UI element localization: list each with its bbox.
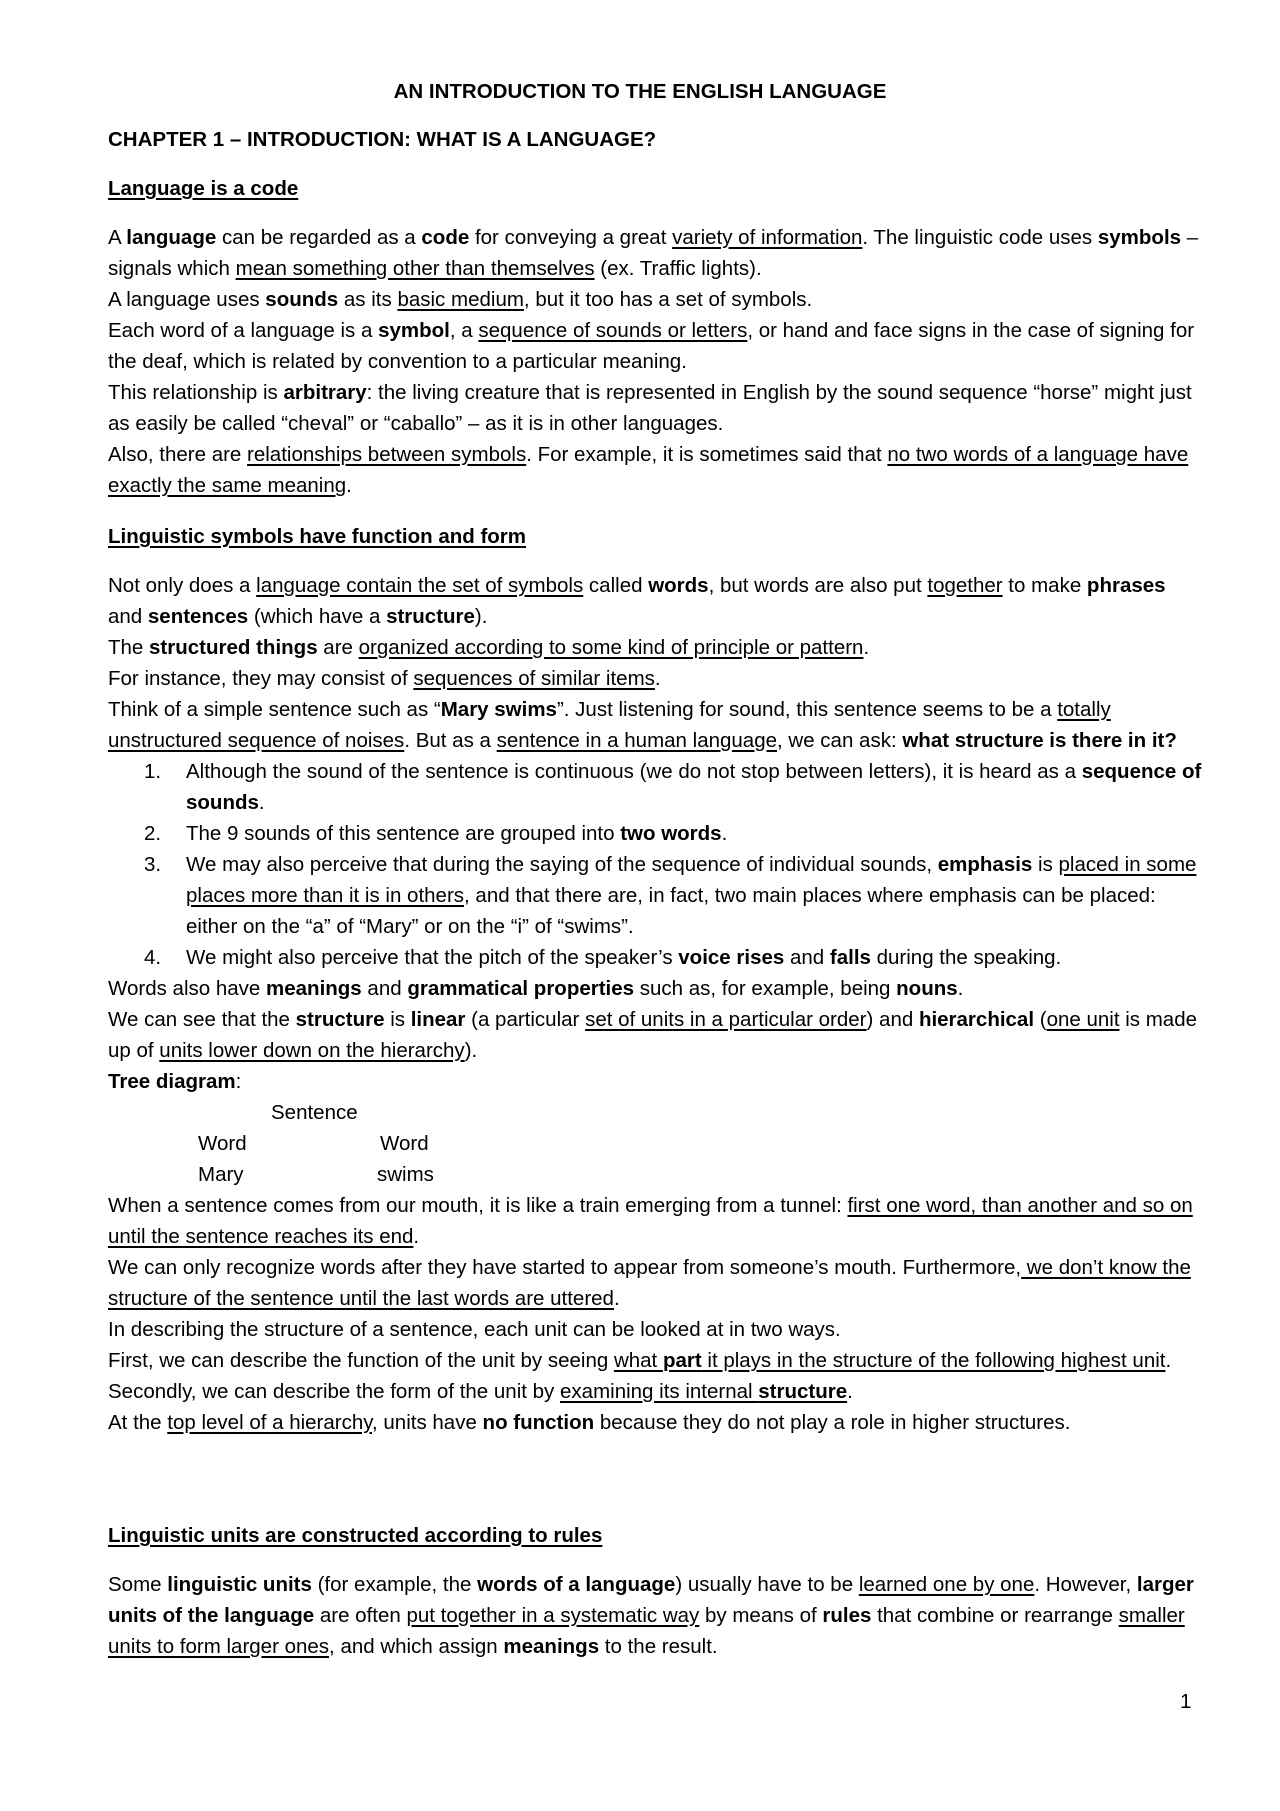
paragraph: A language uses sounds as its basic medium, but it too has a set of symbols. (108, 288, 813, 311)
page-number: 1 (1180, 1690, 1192, 1713)
chapter-heading: CHAPTER 1 – INTRODUCTION: WHAT IS A LANGUAGE? (108, 128, 657, 151)
paragraph: We can see that the structure is linear (a particular set of units in a particular order) and hierarchical (one unit is made up of units lower down on the hierarchy). (108, 1008, 1197, 1062)
paragraph: Secondly, we can describe the form of the unit by examining its internal structure. (108, 1380, 853, 1403)
section-heading-rules: Linguistic units are constructed according to rules (108, 1524, 603, 1547)
paragraph: Words also have meanings and grammatical properties such as, for example, being nouns. (108, 977, 964, 1000)
list-item: 4. We might also perceive that the pitch of the speaker’s voice rises and falls during the speaking. (144, 946, 1062, 969)
list-item: 2. The 9 sounds of this sentence are grouped into two words. (144, 822, 728, 845)
paragraph: First, we can describe the function of the unit by seeing what part it plays in the structure of the following highest unit. (108, 1349, 1172, 1372)
tree-diagram-label: Tree diagram: (108, 1070, 242, 1093)
list-item: 3. We may also perceive that during the saying of the sequence of individual sounds, emphasis is placed in some places more than it is in others, and that there are, in fact, two main places where emphasis can be placed: either on the “a” of “Mary” or on the “i” of “swims”. (144, 853, 1197, 938)
paragraph: For instance, they may consist of sequences of similar items. (108, 667, 661, 690)
section-rules-body (108, 1569, 1203, 1662)
paragraph: Think of a simple sentence such as “Mary swims”. Just listening for sound, this sentence seems to be a totally unstructured sequence of noises. But as a sentence in a human language, we can ask: what structure is there in it? (108, 698, 1177, 752)
tree-leaf-mary: Mary (198, 1163, 244, 1186)
tree-node-word: Word (198, 1132, 247, 1155)
paragraph: When a sentence comes from our mouth, it is like a train emerging from a tunnel: first one word, than another and so on until the sentence reaches its end. (108, 1194, 1193, 1248)
tree-leaf-swims: swims (377, 1163, 434, 1186)
paragraph: We can only recognize words after they have started to appear from someone’s mouth. Furthermore, we don’t know the structure of the sentence until the last words are uttered. (108, 1256, 1191, 1310)
paragraph: In describing the structure of a sentence, each unit can be looked at in two ways. (108, 1318, 841, 1341)
tree-node-word: Word (380, 1132, 429, 1155)
paragraph: Some linguistic units (for example, the words of a language) usually have to be learned one by one. However, larger units of the language are often put together in a systematic way by means of rules that combine or rearrange smaller units to form larger ones, and which assign meanings to the result. (108, 1573, 1194, 1658)
paragraph: The structured things are organized according to some kind of principle or pattern. (108, 636, 870, 659)
paragraph: Each word of a language is a symbol, a sequence of sounds or letters, or hand and face signs in the case of signing for the deaf, which is related by convention to a particular meaning. (108, 319, 1195, 373)
list-item: 1. Although the sound of the sentence is continuous (we do not stop between letters), it is heard as a sequence of sounds. (144, 760, 1202, 814)
section-function-form-body (108, 570, 1203, 1438)
paragraph: Not only does a language contain the set of symbols called words, but words are also put together to make phrases and sentences (which have a structure). (108, 574, 1166, 628)
section-language-code-body (108, 222, 1203, 501)
tree-node-sentence: Sentence (271, 1101, 358, 1124)
paragraph: This relationship is arbitrary: the living creature that is represented in English by the sound sequence “horse” might just as easily be called “cheval” or “caballo” – as it is in other languages. (108, 381, 1192, 435)
paragraph: A language can be regarded as a code for conveying a great variety of information. The linguistic code uses symbols – signals which mean something other than themselves (ex. Traffic lights). (108, 226, 1199, 280)
section-heading-function-form: Linguistic symbols have function and form (108, 525, 527, 548)
numbered-list (108, 756, 1203, 973)
document-title: AN INTRODUCTION TO THE ENGLISH LANGUAGE (393, 80, 887, 103)
paragraph: At the top level of a hierarchy, units have no function because they do not play a role in higher structures. (108, 1411, 1071, 1434)
section-heading-language-code: Language is a code (108, 177, 299, 200)
tree-diagram (108, 1097, 1203, 1190)
paragraph: Also, there are relationships between symbols. For example, it is sometimes said that no two words of a language have exactly the same meaning. (108, 443, 1189, 497)
